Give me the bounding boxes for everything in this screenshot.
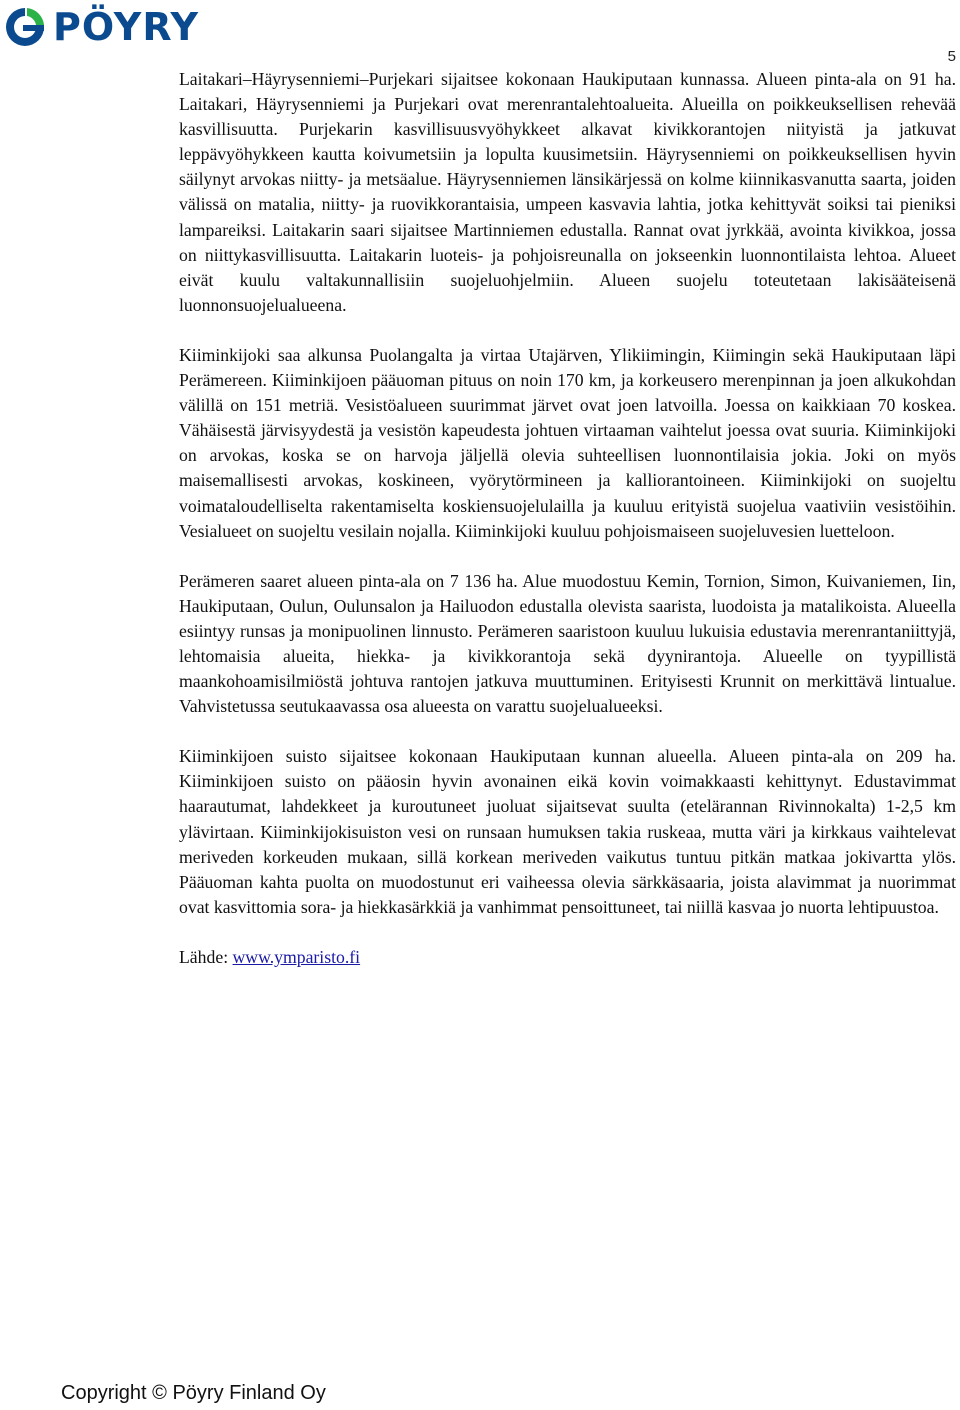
page-number: 5 <box>947 48 956 65</box>
poyry-logo-icon <box>3 5 47 49</box>
source-label: Lähde: <box>179 946 233 967</box>
paragraph-laitakari: Laitakari–Häyrysenniemi–Purjekari sijaitsee kokonaan Haukiputaan kunnassa. Alueen pinta-ala on 91 ha. Laitakari, Häyrysenniemi ja Purjekari ovat merenrantalehtoalueita. Alueilla on poikkeuksellisen rehevää kasvillisuutta. Purjekarin kasvillisuusvyöhykkeet alkavat kivikkorantojen niityistä ja jatkuvat leppävyöhykkeen kautta koivumetsiin ja lopulta kuusimetsiin. Häyrysenniemi on poikkeuksellisen hyvin säilynyt arvokas niitty- ja metsäalue. Häyrysenniemen länsikärjessä on kolme kiinnikasvanutta saarta, joiden välissä on matalia, niitty- ja ruovikkorantaisia, umpeen kasvavia lahtia, jotka kehittyvät soiksi tai pieniksi lampareiksi. Laitakarin saari sijaitsee Martinniemen edustalla. Rannat ovat jyrkkää, avointa kivikkoa, jossa on niittykasvillisuutta. Laitakarin luoteis- ja pohjoisreunalla on jokseenkin luonnontilaista lehtoa. Alueet eivät kuulu valtakunnallisiin suojeluohjelmiin. Alueen suojelu toteutetaan lakisääteisenä luonnonsuojelualueena. <box>179 69 956 315</box>
logo-wordmark: PÖYRY <box>53 5 200 49</box>
source-link[interactable]: www.ymparisto.fi <box>232 946 361 967</box>
page-header <box>0 0 960 65</box>
document-body <box>179 67 956 995</box>
source-line <box>179 945 956 970</box>
copyright-footer: Copyright © Pöyry Finland Oy <box>61 1382 326 1404</box>
poyry-logo <box>3 5 199 49</box>
paragraph-perameren-saaret: Perämeren saaret alueen pinta-ala on 7 136 ha. Alue muodostuu Kemin, Tornion, Simon, Kuivaniemen, Iin, Haukiputaan, Oulun, Oulunsalon ja Hailuodon edustalla olevista saarista, luodoista ja matalikoista. Alueella esiintyy runsas ja monipuolinen linnusto. Perämeren saaristoon kuuluu lukuisia edustavia merenrantaniittyjä, lehtomaisia alueita, hiekka- ja kivikkorantoja sekä dyynirantoja. Alueelle on tyypillistä maankohoamisilmiöstä johtuva rantojen jatkuva muuttuminen. Erityisesti Krunnit on merkittävä lintualue. Vahvistetussa seutukaavassa osa alueesta on varattu suojelualueeksi. <box>179 570 956 717</box>
paragraph-kiiminkijoen-suisto: Kiiminkijoen suisto sijaitsee kokonaan Haukiputaan kunnan alueella. Alueen pinta-ala on 209 ha. Kiiminkijoen suisto on pääosin hyvin avonainen eikä kovin voimakkaasti kehittynyt. Edustavimmat haarautumat, lahdekkeet ja kuroutuneet juoluat sijaitsevat suulta (etelärannan Rivinnokalta) 1-2,5 km ylävirtaan. Kiiminkijokisuiston vesi on runsaan humuksen takia ruskeaa, mutta väri ja kirkkaus vaihtelevat meriveden korkeuden mukaan, sillä korkean meriveden vaikutus tuntuu pitkän matkaa jokivartta ylös. Pääuoman kahta puolta on muodostunut eri vaiheessa olevia särkkäsaaria, joista alavimmat ja nuorimmat ovat kasvittomia sora- ja hiekkasärkkiä ja vanhimmat pensoittuneet, tai niillä kasvaa jo nuorta lehtipuustoa. <box>179 746 956 917</box>
paragraph-kiiminkijoki: Kiiminkijoki saa alkunsa Puolangalta ja virtaa Utajärven, Ylikiimingin, Kiimingin sekä Haukiputaan läpi Perämereen. Kiiminkijoen pääuoman pituus on noin 170 km, ja korkeusero merenpinnan ja joen alkukohdan välillä on 151 metriä. Vesistöalueen suurimmat järvet ovat joen latvoilla. Joessa on kaikkiaan 70 koskea. Vähäisestä järvisyydestä ja vesistön kapeudesta johtuen virtaaman vaihtelut joessa ovat suuria. Kiiminkijoki on arvokas, koska se on harvoja jäljellä olevia suhteellisen luonnontilaisia jokia. Joki on myös maisemallisesti arvokas, koskineen, vyörytörmineen ja kalliorantoineen. Kiiminkijoki on suojeltu voimataloudelliselta rakentamiselta koskiensuojelulailla ja kuuluu erityistä suojelua vaativiin vesistöihin. Vesialueet on suojeltu vesilain nojalla. Kiiminkijoki kuuluu pohjoismaiseen suojeluvesien luetteloon. <box>179 344 956 541</box>
